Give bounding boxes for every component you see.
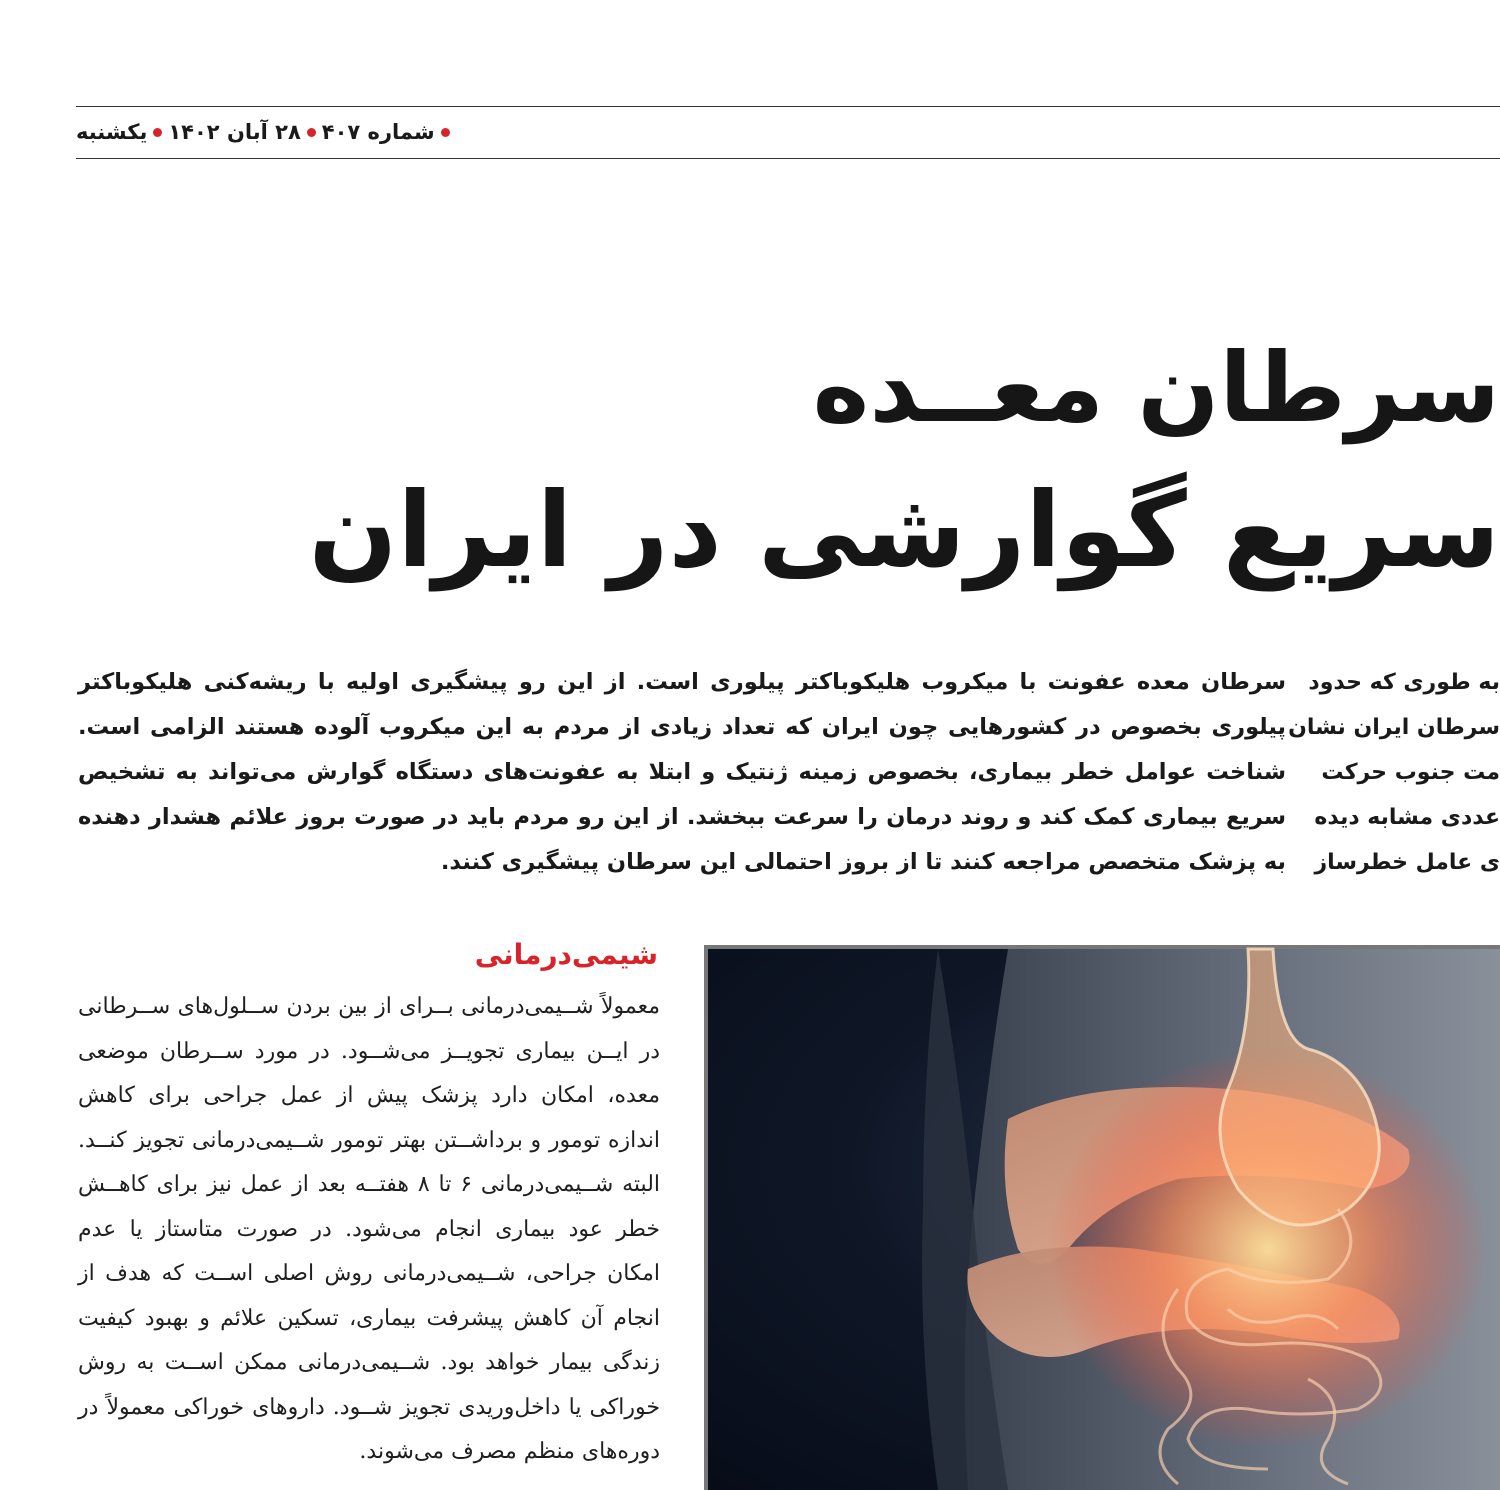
section-subheading: شیمی‌درمانی <box>474 938 658 971</box>
dateline-date: ۲۸ آبان ۱۴۰۲ <box>168 120 321 144</box>
headline-line-1: سرطان معــده <box>812 332 1500 444</box>
bullet-dot-icon <box>441 128 450 137</box>
dateline-issue: شماره ۴۰۷ <box>322 120 456 144</box>
side-column-line: به طوری که حدود <box>1308 670 1500 695</box>
bullet-dot-icon <box>307 128 316 137</box>
article-body: معمولاً شــیمی‌درمانی بــرای از بین بردن ســلول‌های ســرطانی در ایــن بیماری تجویــز می‌شــود. در مورد ســرطان موضعی معده، امکان دارد پزشک پیش از عمل جراحی برای کاهش اندازه تومور و برداشــتن بهتر تومور شــیمی‌درمانی تجویز کنــد. البته شــیمی‌درمانی ۶ تا ۸ هفتــه بعد از عمل نیز برای کاهــش خطر عود بیماری انجام می‌شود. در صورت متاستاز یا عدم امکان جراحی، شــیمی‌درمانی روش اصلی اســت که هدف از انجام آن کاهش پیشرفت بیماری، تسکین علائم و بهبود کیفیت زندگی بیمار خواهد بود. شــیمی‌درمانی ممکن اســت به روش خوراکی یا داخل‌وریدی تجویز شــود. داروهای خوراکی معمولاً در دوره‌های منظم مصرف می‌شوند. <box>78 994 661 1464</box>
side-column <box>1288 660 1500 885</box>
header-rule-bottom <box>76 158 1500 159</box>
dateline <box>76 116 496 148</box>
header-rule-top <box>76 106 1500 107</box>
stomach-pain-photo <box>704 945 1500 1490</box>
stomach-illustration <box>708 949 1500 1490</box>
headline-line-2: سریع گوارشی در ایران <box>308 469 1500 591</box>
dateline-day: یکشنبه <box>76 120 168 144</box>
side-column-line: سرطان ایران نشان <box>1288 715 1500 740</box>
bullet-dot-icon <box>153 128 162 137</box>
side-column-line: ی عامل خطرساز <box>1314 850 1500 875</box>
lead-paragraph: سرطان معده عفونت با میکروب هلیکوباکتر پیلوری است. از این رو پیشگیری اولیه با ریشه‌کنی هلیکوباکتر پیلوری بخصوص در کشورهایی چون ایران که تعداد زیادی از مردم به این میکروب آلوده هستند الزامی است. شناخت عوامل خطر بیماری، بخصوص زمینه ژنتیک و ابتلا به عفونت‌های دستگاه گوارش می‌تواند به تشخیص سریع بیماری کمک کند و روند درمان را سرعت ببخشد. از این رو مردم باید در صورت بروز علائم هشدار دهنده به پزشک متخصص مراجعه کنند تا از بروز احتمالی این سرطان پیشگیری کنند. <box>78 669 1286 875</box>
side-column-line: مت جنوب حرکت <box>1321 760 1500 785</box>
side-column-line: عددی مشابه دیده <box>1314 805 1500 830</box>
